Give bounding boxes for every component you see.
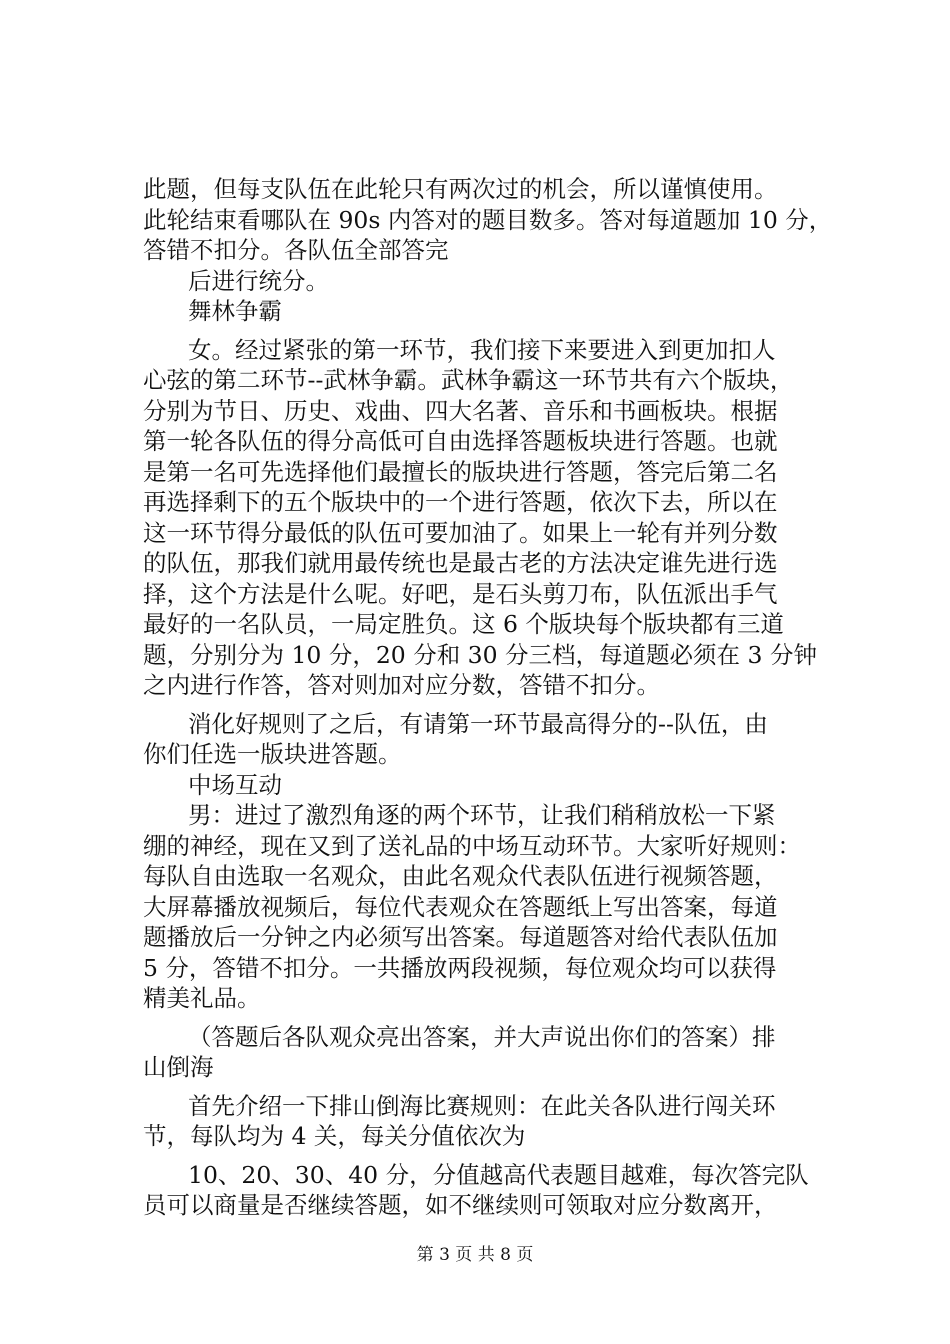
body-line: 心弦的第二环节--武林争霸。武林争霸这一环节共有六个版块， — [143, 366, 794, 394]
body-line: 你们任选一版块进答题。 — [143, 740, 402, 768]
body-line: 最好的一名队员，一局定胜负。这 6 个版块每个版块都有三道 — [143, 610, 784, 638]
body-line: 5 分，答错不扣分。一共播放两段视频，每位观众均可以获得 — [143, 953, 777, 982]
body-line: 之内进行作答，答对则加对应分数，答错不扣分。 — [143, 671, 660, 699]
body-line: 此题，但每支队伍在此轮只有两次过的机会，所以谨慎使用。 — [143, 175, 778, 203]
body-line: 男：进过了激烈角逐的两个环节，让我们稍稍放松一下紧 — [188, 801, 776, 829]
section-heading: 中场互动 — [188, 770, 282, 799]
body-line: 首先介绍一下排山倒海比赛规则：在此关各队进行闯关环 — [188, 1091, 776, 1120]
body-line: 这一环节得分最低的队伍可要加油了。如果上一轮有并列分数 — [143, 518, 778, 547]
document-body — [143, 174, 833, 1221]
section-heading: 舞林争霸 — [188, 297, 282, 325]
body-line: 是第一名可先选择他们最擅长的版块进行答题，答完后第二名 — [143, 457, 778, 486]
body-line: 择，这个方法是什么呢。好吧，是石头剪刀布，队伍派出手气 — [143, 579, 778, 608]
body-line: 精美礼品。 — [143, 984, 261, 1012]
body-line: 大屏幕播放视频后，每位代表观众在答题纸上写出答案，每道 — [143, 892, 778, 921]
body-line: 每队自由选取一名观众，由此名观众代表队伍进行视频答题， — [143, 862, 778, 890]
body-line: 节，每队均为 4 关，每关分值依次为 — [143, 1122, 526, 1150]
body-line: 后进行统分。 — [188, 266, 329, 295]
body-line: 女。经过紧张的第一环节，我们接下来要进入到更加扣人 — [188, 335, 776, 364]
body-line: 的队伍，那我们就用最传统也是最古老的方法决定谁先进行选 — [143, 549, 778, 577]
body-line: 题，分别分为 10 分，20 分和 30 分三档，每道题必须在 3 分钟 — [143, 640, 817, 669]
body-line: 分别为节日、历史、戏曲、四大名著、音乐和书画板块。根据 — [143, 396, 778, 425]
body-line: 消化好规则了之后，有请第一环节最高得分的--队伍，由 — [188, 709, 768, 738]
body-line: 此轮结束看哪队在 90s 内答对的题目数多。答对每道题加 10 分， — [143, 205, 833, 234]
body-line: 员可以商量是否继续答题，如不继续则可领取对应分数离开， — [143, 1191, 778, 1219]
body-line: 答错不扣分。各队伍全部答完 — [143, 236, 449, 264]
body-line: 题播放后一分钟之内必须写出答案。每道题答对给代表队伍加 — [143, 923, 778, 951]
body-line: 山倒海 — [143, 1053, 214, 1081]
body-line: 第一轮各队伍的得分高低可自由选择答题板块进行答题。也就 — [143, 427, 778, 455]
body-line: 再选择剩下的五个版块中的一个进行答题，依次下去，所以在 — [143, 488, 778, 516]
page-footer: 第 3 页 共 8 页 — [416, 1245, 534, 1265]
body-line: 10、20、30、40 分，分值越高代表题目越难，每次答完队 — [188, 1160, 809, 1189]
body-line: 绷的神经，现在又到了送礼品的中场互动环节。大家听好规则： — [143, 831, 801, 860]
body-line: （答题后各队观众亮出答案，并大声说出你们的答案）排 — [188, 1022, 776, 1051]
